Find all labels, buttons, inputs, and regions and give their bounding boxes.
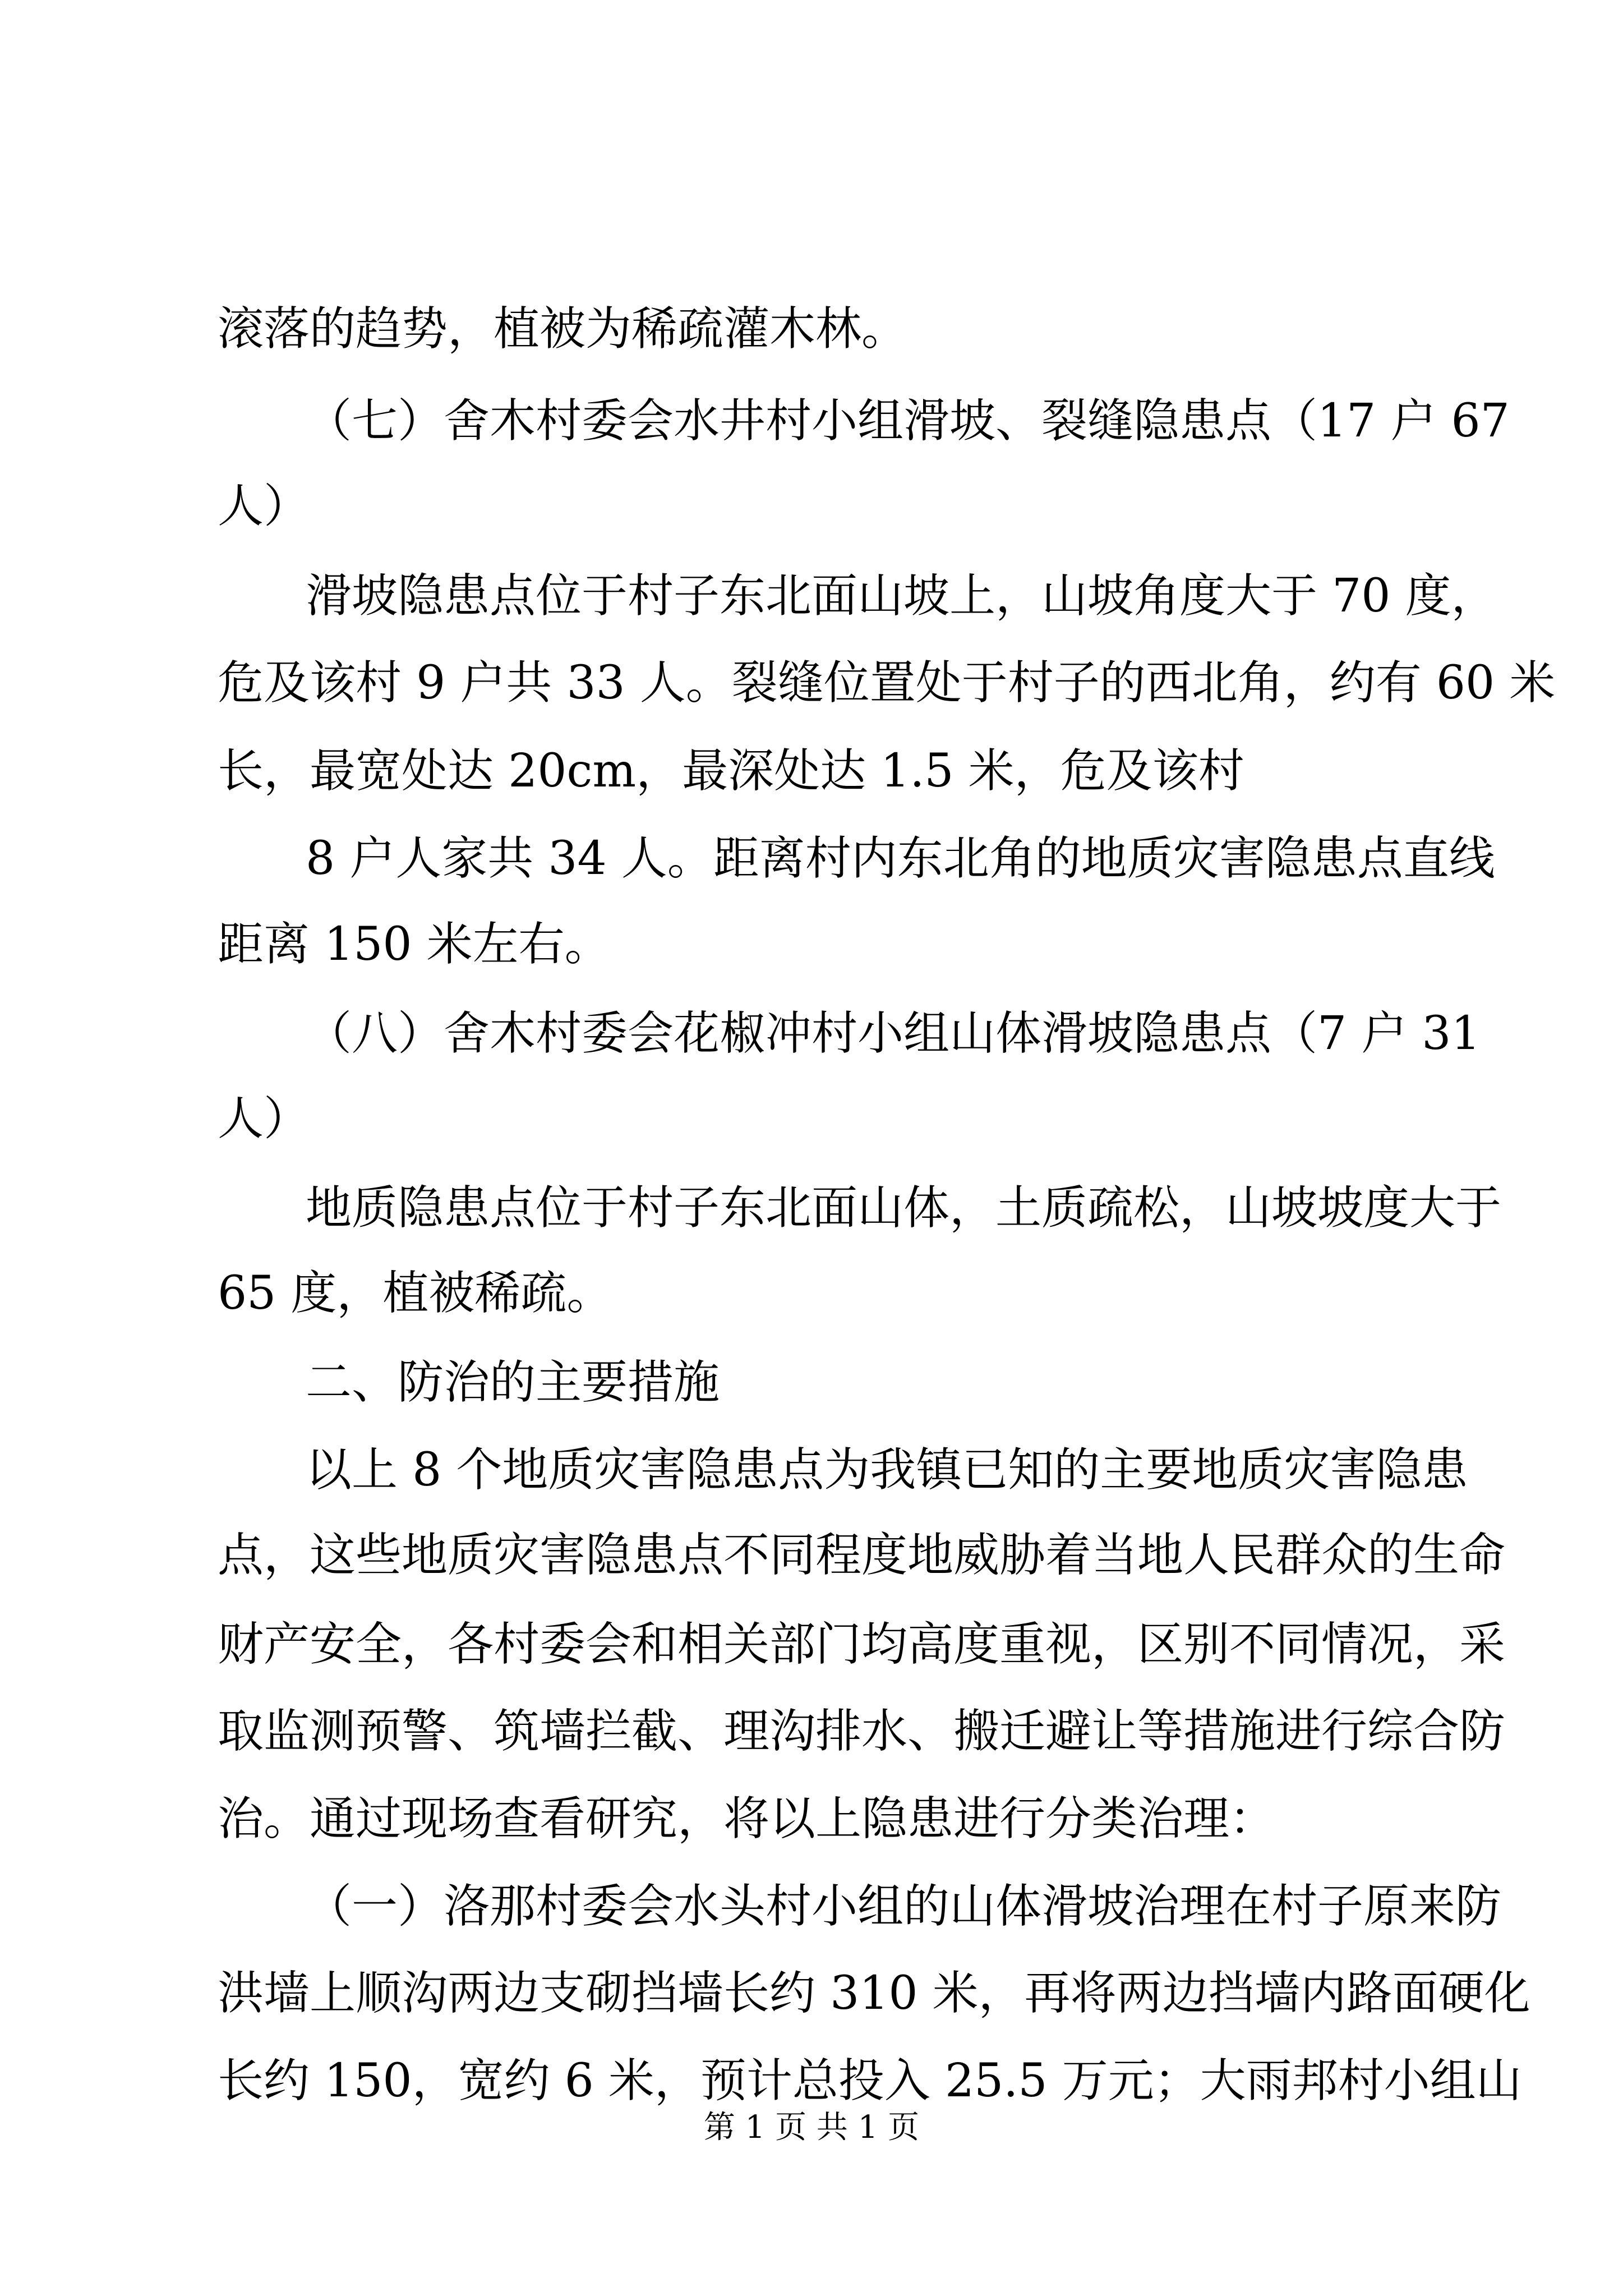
text-line: 人）	[218, 480, 310, 533]
text-line: 治。通过现场查看研究，将以上隐患进行分类治理：	[218, 1792, 1276, 1846]
text-line: 滚落的趋势，植被为稀疏灌木林。	[218, 302, 908, 356]
text-line: 取监测预警、筑墙拦截、理沟排水、搬迁避让等措施进行综合防	[218, 1705, 1506, 1758]
text-line: 点，这些地质灾害隐患点不同程度地威胁着当地人民群众的生命	[218, 1529, 1506, 1582]
section-heading-8: （八）舍木村委会花椒冲村小组山体滑坡隐患点（7 户 31	[306, 1007, 1481, 1060]
text-line: 人）	[218, 1092, 310, 1145]
paragraph-first-line: （一）洛那村委会水头村小组的山体滑坡治理在村子原来防	[306, 1880, 1502, 1933]
text-line: 长约 150，宽约 6 米，预计总投入 25.5 万元；大雨邦村小组山	[218, 2054, 1522, 2108]
section-heading-2: 二、防治的主要措施	[306, 1356, 720, 1409]
paragraph-first-line: 滑坡隐患点位于村子东北面山坡上，山坡角度大于 70 度，	[306, 569, 1497, 623]
text-line: 65 度，植被稀疏。	[218, 1267, 613, 1320]
text-line: 财产安全，各村委会和相关部门均高度重视，区别不同情况，采	[218, 1618, 1506, 1671]
text-line: 危及该村 9 户共 33 人。裂缝位置处于村子的西北角，约有 60 米	[218, 656, 1556, 710]
text-line: 距离 150 米左右。	[218, 918, 611, 971]
section-heading-7: （七）舍木村委会水井村小组滑坡、裂缝隐患点（17 户 67	[306, 394, 1510, 448]
paragraph-first-line: 地质隐患点位于村子东北面山体，土质疏松，山坡坡度大于	[306, 1181, 1502, 1235]
page-footer: 第 1 页 共 1 页	[703, 2109, 920, 2146]
text-line: 长，最宽处达 20cm，最深处达 1.5 米，危及该村	[218, 744, 1244, 798]
paragraph-first-line: 以上 8 个地质灾害隐患点为我镇已知的主要地质灾害隐患	[306, 1443, 1468, 1497]
text-line: 洪墙上顺沟两边支砌挡墙长约 310 米，再将两边挡墙内路面硬化	[218, 1967, 1530, 2020]
paragraph-first-line: 8 户人家共 34 人。距离村内东北角的地质灾害隐患点直线	[306, 832, 1495, 885]
